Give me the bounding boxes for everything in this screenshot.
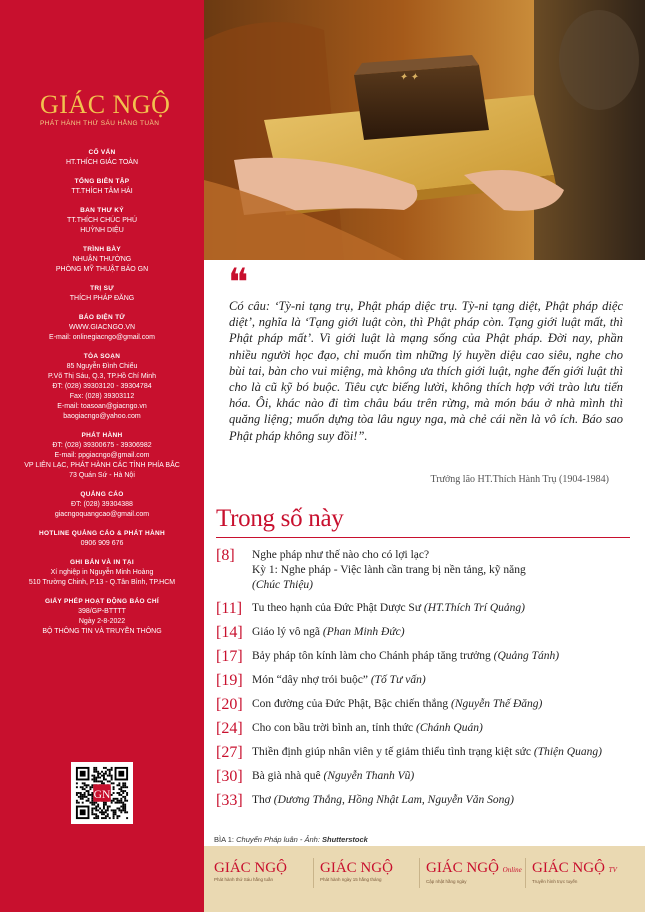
svg-text:✦ ✦: ✦ ✦ bbox=[399, 72, 419, 83]
staff-section bbox=[0, 206, 204, 236]
footer-brand-tagline: Phát hành ngày 15 hằng tháng bbox=[320, 877, 382, 882]
toc-item[interactable] bbox=[216, 743, 634, 763]
toc-entry-title: Thiền định giúp nhân viên y tế giảm thiểu tình trạng kiệt sức bbox=[252, 746, 531, 758]
staff-section bbox=[0, 352, 204, 422]
masthead-logo bbox=[40, 91, 185, 127]
staff-line: 73 Quán Sứ - Hà Nội bbox=[69, 472, 135, 479]
staff-heading: CỐ VẤN bbox=[88, 149, 116, 156]
toc-entry-title: Cho con bầu trời bình an, tỉnh thức bbox=[252, 722, 414, 734]
qr-code-icon bbox=[74, 765, 130, 821]
footer-brand-band bbox=[204, 846, 645, 912]
staff-line: baogiacngo@yahoo.com bbox=[63, 413, 141, 420]
staff-line: giacngoquangcao@gmail.com bbox=[54, 511, 150, 518]
staff-section bbox=[0, 313, 204, 343]
toc-entry-author: (Nguyễn Thế Đăng) bbox=[451, 698, 543, 710]
cover-photo bbox=[204, 0, 645, 260]
footer-brand-tagline: Truyền hình trực tuyến bbox=[532, 879, 578, 884]
staff-section bbox=[0, 431, 204, 481]
toc-entry-title: Bảy pháp tôn kính làm cho Chánh pháp tăng trưởng bbox=[252, 650, 491, 662]
toc-entry-title: Nghe pháp như thế nào cho có lợi lạc? bbox=[252, 549, 430, 561]
toc-entry-author: (Chánh Quán) bbox=[416, 722, 483, 734]
qr-center-label: GN bbox=[93, 787, 111, 801]
staff-heading: PHÁT HÀNH bbox=[81, 432, 123, 439]
staff-heading: TÒA SOẠN bbox=[83, 353, 121, 360]
toc-page-number: [19] bbox=[216, 672, 243, 689]
staff-heading: GIẤY PHÉP HOẠT ĐỘNG BÁO CHÍ bbox=[44, 598, 160, 605]
toc-page-number: [30] bbox=[216, 768, 243, 785]
toc-title: Trong số này bbox=[216, 505, 344, 532]
staff-line: WWW.GIACNGO.VN bbox=[68, 324, 136, 331]
credit-source: Shutterstock bbox=[322, 835, 368, 844]
toc-item[interactable] bbox=[216, 695, 634, 715]
staff-line: VP LIÊN LẠC, PHÁT HÀNH CÁC TỈNH PHÍA BẮC bbox=[24, 462, 180, 469]
toc-entry-author: (Quảng Tánh) bbox=[493, 650, 560, 662]
toc-page-number: [14] bbox=[216, 624, 243, 641]
toc-entry-title: Thơ bbox=[252, 794, 271, 806]
toc-item[interactable] bbox=[216, 623, 634, 643]
staff-line: ĐT: (028) 39303120 - 39304784 bbox=[52, 383, 152, 390]
footer-brand-tagline: Phát hành thứ Sáu hằng tuần bbox=[214, 877, 274, 882]
staff-line: P.Võ Thị Sáu, Q.3, TP.Hồ Chí Minh bbox=[47, 373, 157, 380]
toc-item[interactable] bbox=[216, 546, 634, 593]
toc-entry-title: Giáo lý vô ngã bbox=[252, 626, 321, 638]
toc-entry bbox=[252, 695, 634, 712]
staff-line: E-mail: onlinegiacngo@gmail.com bbox=[49, 334, 155, 341]
staff-line: ĐT: (028) 39304388 bbox=[71, 501, 133, 508]
toc-entry-author: (Nguyễn Thanh Vũ) bbox=[323, 770, 415, 782]
staff-line: ĐT: (028) 39300675 - 39306982 bbox=[52, 442, 152, 449]
toc-entry bbox=[252, 647, 634, 664]
toc-divider bbox=[216, 537, 630, 538]
footer-brand-title: GIÁC NGỘ bbox=[426, 860, 499, 876]
staff-line: NHUẬN THƯỜNG bbox=[72, 256, 132, 263]
staff-line: 0906 909 676 bbox=[80, 540, 124, 547]
footer-brand-name bbox=[214, 860, 319, 876]
toc-entry bbox=[252, 671, 634, 688]
toc-page-number: [27] bbox=[216, 744, 243, 761]
staff-section bbox=[0, 284, 204, 304]
staff-line: BỘ THÔNG TIN VÀ TRUYỀN THÔNG bbox=[42, 628, 162, 635]
toc-entry bbox=[252, 791, 634, 808]
toc-entry-title: Tu theo hạnh của Đức Phật Dược Sư bbox=[252, 602, 422, 614]
staff-section bbox=[0, 529, 204, 549]
staff-line: Fax: (028) 39303112 bbox=[69, 393, 135, 400]
cover-credit bbox=[214, 835, 368, 844]
toc-entry-author: (Tố Tư vấn) bbox=[370, 674, 426, 686]
staff-heading: TRỊ SỰ bbox=[90, 285, 114, 292]
staff-line: 510 Trường Chinh, P.13 - Q.Tân Bình, TP.HCM bbox=[28, 579, 176, 586]
staff-section bbox=[0, 148, 204, 168]
quote-author: Trưởng lão HT.Thích Hành Trụ (1904-1984) bbox=[430, 474, 609, 485]
footer-brand-divider bbox=[525, 858, 526, 888]
toc-entry-author: (Thiện Quang) bbox=[533, 746, 602, 758]
toc-entry-title: Con đường của Đức Phật, Bậc chiến thắng bbox=[252, 698, 449, 710]
toc-list bbox=[216, 546, 634, 811]
staff-heading: HOTLINE QUẢNG CÁO & PHÁT HÀNH bbox=[38, 530, 166, 537]
logo-title: GIÁC NGỘ bbox=[40, 90, 171, 119]
toc-entry-subtitle: Kỳ 1: Nghe pháp - Việc lành cần trang bị nền tảng, kỹ năng bbox=[252, 564, 526, 576]
staff-heading: BÁO ĐIỆN TỬ bbox=[78, 314, 126, 321]
staff-line: TT.THÍCH TÂM HẢI bbox=[71, 188, 133, 195]
toc-item[interactable] bbox=[216, 647, 634, 667]
footer-brand-logo[interactable] bbox=[426, 860, 531, 884]
photo-hands-holding-book bbox=[204, 0, 645, 260]
footer-brand-name bbox=[532, 860, 637, 878]
staff-line: Xí nghiệp in Nguyễn Minh Hoàng bbox=[50, 569, 154, 576]
toc-entry-author: (Phan Minh Đức) bbox=[322, 626, 405, 638]
staff-line: E-mail: toasoan@giacngo.vn bbox=[57, 403, 147, 410]
staff-line: THÍCH PHÁP ĐĂNG bbox=[69, 295, 135, 302]
staff-heading: QUẢNG CÁO bbox=[80, 491, 124, 498]
footer-brand-title: GIÁC NGỘ bbox=[320, 860, 393, 876]
masthead-sidebar bbox=[0, 0, 204, 912]
quote-text: Có câu: ‘Tỳ-ni tạng trụ, Phật pháp diệc trụ. Tỳ-ni tạng diệt, Phật pháp diệc diệt’, nghĩa là ‘Tạng giới luật còn, thì Phật pháp còn. Tạng giới luật mất, thì Phật pháp mất’. Vì giới luật là mạng sống của Phật pháp. Đời nay, phần nhiều người học đạo, chỉ muốn tìm những lý huyền diệu cao siêu, nghe cho bùi tai, bàn cho vui miệng, mà không ưa thích giới luật, nghe đến giới luật thì cho là cũ kỹ bó buộc. Tiêu cực biếng lười, không thích hợp với trào lưu tiến hóa. Ôi, khác nào đi tìm châu báu trên rừng, mà món báu ở nhà mình thì quăng liệng; muốn dựng tòa lâu nguy nga, mà chẻ cái nền là vô ích. Báo sao Phật pháp không suy đồi!”. bbox=[229, 299, 623, 443]
footer-brand-suffix: TV bbox=[608, 866, 617, 874]
toc-page-number: [11] bbox=[216, 600, 243, 617]
toc-entry-title: Bà già nhà quê bbox=[252, 770, 321, 782]
footer-brand-divider bbox=[313, 858, 314, 888]
toc-item[interactable] bbox=[216, 671, 634, 691]
footer-brand-suffix: Online bbox=[502, 866, 522, 874]
footer-brand-logo[interactable] bbox=[320, 860, 425, 882]
toc-entry bbox=[252, 599, 634, 616]
footer-brand-logo[interactable] bbox=[532, 860, 637, 884]
footer-brand-divider bbox=[419, 858, 420, 888]
footer-brand-name bbox=[320, 860, 425, 876]
footer-brand-tagline: Cập nhật hằng ngày bbox=[426, 879, 467, 884]
toc-page-number: [33] bbox=[216, 792, 243, 809]
staff-line: 85 Nguyễn Đình Chiểu bbox=[66, 363, 138, 370]
footer-brand-title: GIÁC NGỘ bbox=[532, 860, 605, 876]
staff-line: 398/GP-BTTTT bbox=[78, 608, 126, 615]
staff-list bbox=[0, 148, 204, 646]
credit-caption: Chuyển Pháp luân - Ảnh: bbox=[236, 835, 320, 844]
toc-entry-author: (Chúc Thiệu) bbox=[252, 579, 314, 591]
staff-heading: GHI BẢN VÀ IN TẠI bbox=[70, 559, 134, 566]
toc-entry-author: (Dương Thắng, Hồng Nhật Lam, Nguyễn Văn Song) bbox=[273, 794, 514, 806]
staff-section bbox=[0, 177, 204, 197]
staff-heading: BAN THƯ KÝ bbox=[80, 207, 124, 214]
staff-section bbox=[0, 245, 204, 275]
toc-entry-author: (HT.Thích Trí Quảng) bbox=[423, 602, 525, 614]
toc-entry bbox=[252, 767, 634, 784]
logo-tagline: PHÁT HÀNH THỨ SÁU HẰNG TUẦN bbox=[40, 120, 160, 127]
qr-code[interactable] bbox=[71, 762, 133, 824]
footer-brand-logo[interactable] bbox=[214, 860, 319, 882]
staff-line: HUỲNH DIỆU bbox=[80, 227, 124, 234]
staff-heading: TRÌNH BÀY bbox=[82, 246, 122, 253]
toc-entry bbox=[252, 623, 634, 640]
staff-section bbox=[0, 490, 204, 520]
credit-label: BÌA 1: bbox=[214, 835, 235, 844]
toc-item[interactable] bbox=[216, 599, 634, 619]
quote-mark-icon: ❝ bbox=[228, 262, 249, 304]
toc-entry-title: Món “dây nhợ trói buộc” bbox=[252, 674, 368, 686]
staff-section bbox=[0, 558, 204, 588]
staff-line: E-mail: ppgiacngo@gmail.com bbox=[54, 452, 150, 459]
staff-line: TT.THÍCH CHÚC PHÚ bbox=[67, 217, 137, 224]
toc-entry bbox=[252, 719, 634, 736]
footer-brand-name bbox=[426, 860, 531, 878]
toc-item[interactable] bbox=[216, 791, 634, 811]
toc-page-number: [20] bbox=[216, 696, 243, 713]
staff-line: Ngày 2-8-2022 bbox=[78, 618, 126, 625]
staff-line: PHÒNG MỸ THUẬT BÁO GN bbox=[55, 266, 149, 273]
staff-line: HT.THÍCH GIÁC TOÀN bbox=[65, 159, 139, 166]
toc-item[interactable] bbox=[216, 719, 634, 739]
toc-entry bbox=[252, 546, 634, 593]
toc-page-number: [24] bbox=[216, 720, 243, 737]
toc-page-number: [8] bbox=[216, 547, 235, 564]
toc-item[interactable] bbox=[216, 767, 634, 787]
staff-section bbox=[0, 597, 204, 637]
toc-entry bbox=[252, 743, 634, 760]
staff-heading: TỔNG BIÊN TẬP bbox=[74, 178, 130, 185]
footer-brand-title: GIÁC NGỘ bbox=[214, 860, 287, 876]
toc-page-number: [17] bbox=[216, 648, 243, 665]
